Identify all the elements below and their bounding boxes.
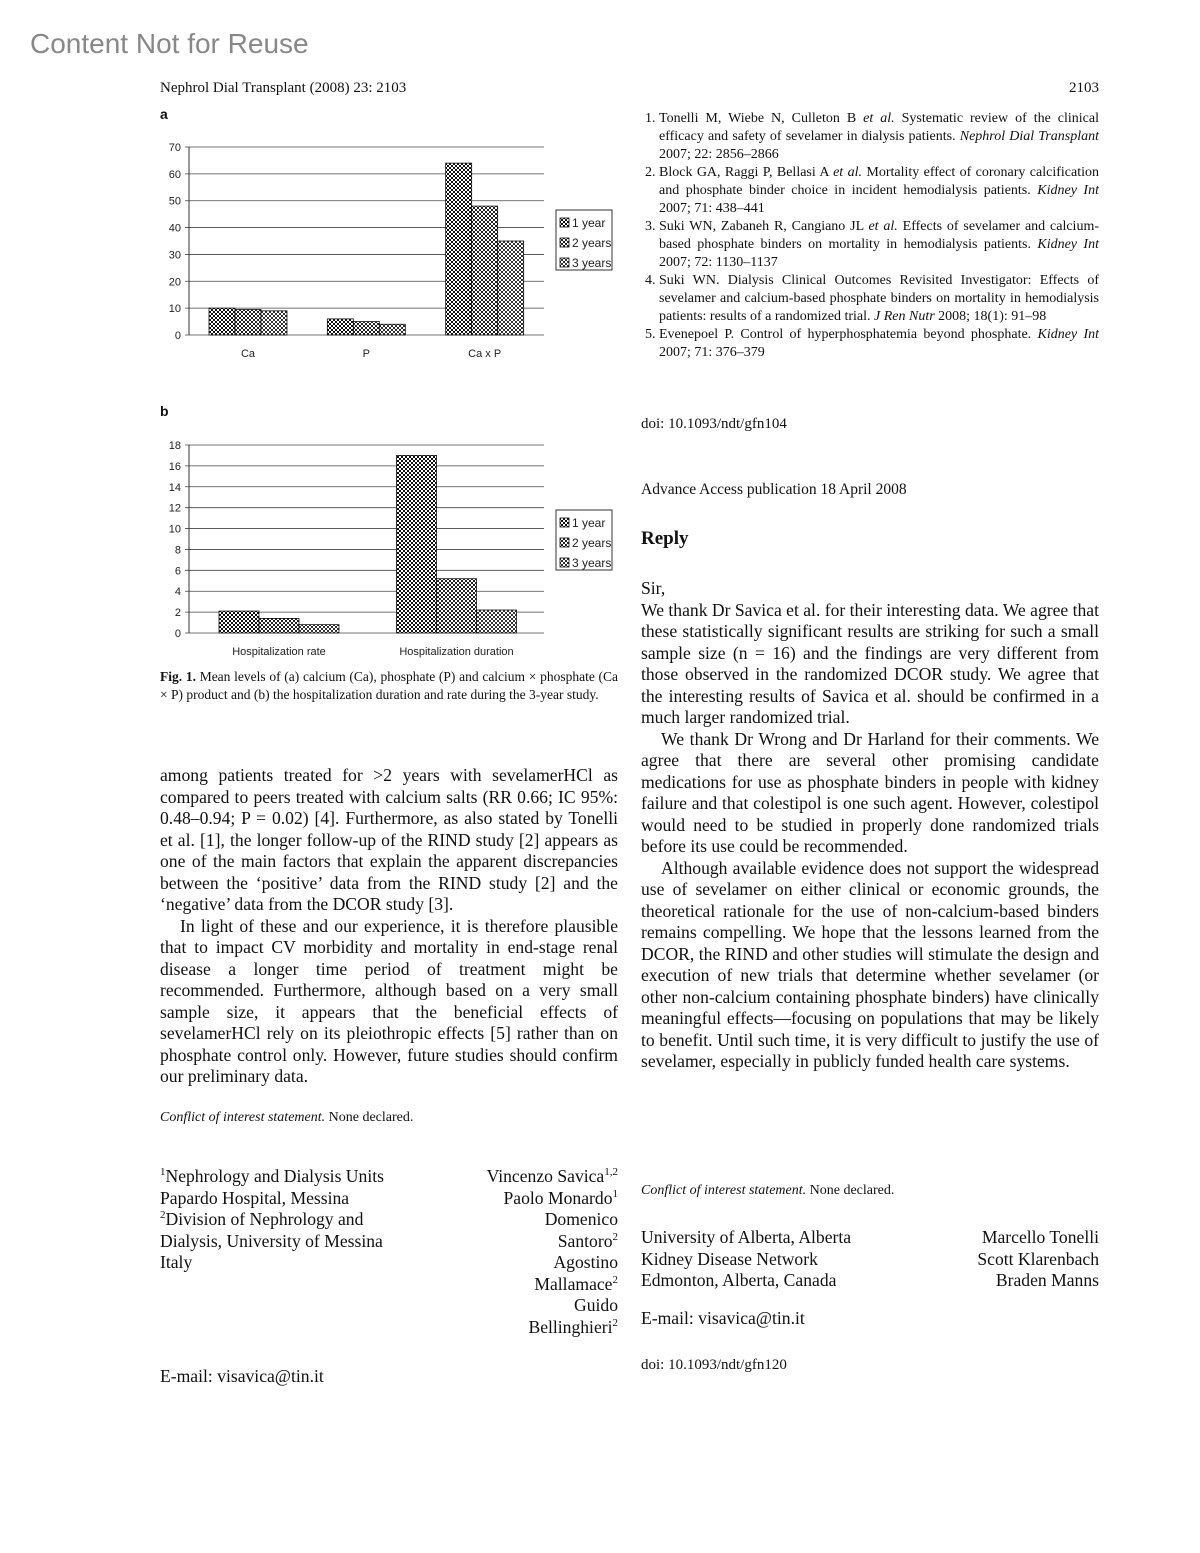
aff-line-4: Dialysis, University of Messina [160,1230,383,1251]
bar-3-years-1 [379,324,405,335]
reply-paragraph-3: Although available evidence does not support the widespread use of sevelamer on either clinical or economic grounds, the theoretical rationale for the use of non-calcium-based binders remains compelling. We hope that the lessons learned from the DCOR, the RIND and other studies will stimulate the design and execution of new trials that determine whether sevelamer (or other non-calcium containing phosphate binders) have clinically meaningful effects—focusing on populations that may be likely to benefit. Until such time, it is very difficult to justify the use of sevelamer, especially in publicly funded health care systems. [641,857,1099,1071]
y-tick-label: 16 [168,460,181,473]
bar-1-year-0 [219,611,259,633]
legend-label: 2 years [572,236,612,250]
left-affiliation-address [160,1166,384,1338]
category-label: Ca x P [468,348,502,360]
legend-swatch [560,538,569,547]
caption-label: Fig. 1. [160,669,196,684]
aff-sup-1: 1 [160,1166,166,1179]
right-aff-line-2: Kidney Disease Network [641,1248,818,1269]
page-number: 2103 [1069,80,1099,96]
y-tick-label: 10 [168,303,181,316]
bar-2-years-1 [437,579,477,633]
panel-label-a: a [160,106,168,122]
y-tick-label: 0 [174,628,181,640]
left-author-5: Agostino [553,1252,618,1272]
references [641,110,1099,362]
right-conflict [641,1183,1099,1199]
chart-b [155,430,625,660]
bar-3-years-0 [299,625,339,633]
left-conflict-text: None declared. [328,1110,414,1125]
y-tick-label: 2 [174,607,181,620]
left-conflict-label: Conflict of interest statement. [160,1110,326,1125]
left-conflict [160,1110,618,1126]
right-affiliation-address [641,1227,851,1292]
y-tick-label: 4 [174,586,181,599]
left-email: E-mail: visavica@tin.it [160,1366,324,1386]
bar-1-year-2 [446,163,472,335]
legend-swatch [560,558,569,567]
y-tick-label: 50 [168,195,181,208]
right-affiliation [641,1227,1099,1329]
right-author-2: Scott Klarenbach [977,1248,1099,1269]
legend-label: 1 year [572,216,606,230]
right-conflict-label: Conflict of interest statement. [641,1183,807,1198]
left-author-4: Santoro$^2$ [557,1230,618,1251]
y-tick-label: 30 [168,249,181,262]
legend-label: 3 years [572,256,612,270]
reply-paragraph-2: We thank Dr Wrong and Dr Harland for their comments. We agree that there are several other promising candidate medications for use as phosphate binders in people with kidney failure and that colestipol is one such agent. However, colestipol would need to be studied in properly done randomized trials before its use could be recommended. [641,728,1099,856]
bar-1-year-0 [209,308,235,335]
y-tick-label: 6 [174,565,181,578]
chart-a [155,125,625,385]
y-tick-label: 10 [168,523,181,536]
advance-access: Advance Access publication 18 April 2008 [641,481,907,498]
reference-item: 4. Suki WN. Dialysis Clinical Outcomes Revisited Investigator: Effects of sevelamer and calcium-based phosphate binders on mortality in hemodialysis patients: results of a randomized trial. J Ren Nutr 2008; 18(1): 91–98 [659,272,1099,326]
legend-label: 1 year [572,516,606,530]
right-email: E-mail: visavica@tin.it [641,1307,805,1328]
y-tick-label: 12 [168,502,181,515]
legend-swatch [560,258,569,267]
reference-item: 1. Tonelli M, Wiebe N, Culleton B et al. Systematic review of the clinical efficacy and safety of sevelamer in dialysis patients. Nephrol Dial Transplant 2007; 22: 2856–2866 [659,110,1099,164]
left-author-8: Bellinghieri$^2$ [528,1316,618,1337]
doi-2: doi: 10.1093/ndt/gfn120 [641,1357,787,1373]
left-body [160,765,618,1088]
figure-caption [160,668,618,704]
y-tick-label: 14 [168,481,181,494]
aff-sup-2: 2 [160,1209,166,1222]
legend-label: 2 years [572,536,612,550]
caption-text: Mean levels of (a) calcium (Ca), phosphate (P) and calcium × phosphate (Ca × P) product and (b) the hospitalization duration and rate during the 3-year study. [160,669,619,702]
panel-label-b: b [160,403,169,419]
aff-line-2: Papardo Hospital, Messina [160,1187,350,1208]
legend-swatch [560,518,569,527]
y-tick-label: 40 [168,222,181,235]
bar-1-year-1 [397,455,437,633]
left-paragraph-2: In light of these and our experience, it is therefore plausible that to impact CV morbidity and mortality in end-stage renal disease a longer time period of treatment might be recommended. Furthermore, although based on a very small sample size, it appears that the beneficial effects of sevelamerHCl rely on its pleiothropic effects [5] rather than on phosphate control only. However, future studies should confirm our preliminary data. [160,915,618,1086]
left-author-2: Paolo Monardo$^1$ [503,1187,618,1208]
right-conflict-text: None declared. [809,1183,895,1198]
left-affiliation [160,1166,618,1388]
aff-line-3: Division of Nephrology and [165,1209,364,1229]
reply-salutation: Sir, [641,578,666,598]
legend-swatch [560,238,569,247]
watermark: Content Not for Reuse [30,28,309,59]
reply-paragraph-1: We thank Dr Savica et al. for their interesting data. We agree that these statistically significant results are striking for such a small sample size (n = 16) and the findings are very different from those observed in the randomized DCOR study. We agree that the interesting results of Savica et al. should be confirmed in a much larger randomized trial. [641,599,1100,727]
reply-title: Reply [641,528,689,549]
right-aff-line-1: University of Alberta, Alberta [641,1227,852,1247]
left-author-6: Mallamace$^2$ [534,1273,618,1294]
reference-list [641,110,1099,362]
category-label: P [362,348,371,360]
left-authors [487,1166,618,1338]
running-head-left: Nephrol Dial Transplant (2008) 23: 2103 [160,80,407,96]
right-aff-line-3: Edmonton, Alberta, Canada [641,1270,837,1290]
reply-body [641,578,1099,1073]
bar-2-years-0 [259,618,299,633]
legend-swatch [560,218,569,227]
bar-1-year-1 [327,319,353,335]
left-author-1: Vincenzo Savica$^{1,2}$ [486,1166,618,1186]
aff-line-1: Nephrology and Dialysis Units [165,1166,384,1186]
category-label: Hospitalization rate [232,646,326,658]
bar-2-years-2 [472,206,498,335]
y-tick-label: 60 [168,168,181,181]
y-tick-label: 0 [174,330,181,342]
reference-item: 3. Suki WN, Zabaneh R, Cangiano JL et al. Effects of sevelamer and calcium-based phosphate binders on mortality in hemodialysis patients. Kidney Int 2007; 72: 1130–1137 [659,218,1099,272]
y-tick-label: 70 [168,142,181,154]
aff-line-5: Italy [160,1252,193,1272]
bar-3-years-0 [261,311,287,335]
right-authors [977,1227,1099,1292]
right-author-3: Braden Manns [995,1270,1099,1290]
bar-2-years-1 [353,322,379,335]
legend-label: 3 years [572,556,612,570]
left-paragraph-1: among patients treated for >2 years with sevelamerHCl as compared to peers treated with calcium salts (RR 0.66; IC 95%: 0.48–0.94; P = 0.02) [4]. Furthermore, as also stated by Tonelli et al. [1], the longer follow-up of the RIND study [2] appears as one of the main factors that explain the apparent discrepancies between the ‘positive’ data from the RIND study [2] and the ‘negative’ data from the DCOR study [3]. [160,765,618,914]
doi-1: doi: 10.1093/ndt/gfn104 [641,416,787,432]
category-label: Ca [240,348,256,360]
left-author-3: Domenico [544,1209,618,1229]
right-author-1: Marcello Tonelli [981,1227,1099,1247]
y-tick-label: 18 [168,440,181,452]
left-author-7: Guido [574,1295,618,1315]
reference-item: 2. Block GA, Raggi P, Bellasi A et al. Mortality effect of coronary calcification and phosphate binder choice in incident hemodialysis patients. Kidney Int 2007; 71: 438–441 [659,164,1099,218]
bar-2-years-0 [235,309,261,335]
y-tick-label: 20 [168,276,181,289]
category-label: Hospitalization duration [399,646,514,658]
y-tick-label: 8 [174,544,181,557]
bar-3-years-2 [498,241,524,335]
bar-3-years-1 [477,610,517,633]
reference-item: 5. Evenepoel P. Control of hyperphosphatemia beyond phosphate. Kidney Int 2007; 71: 376–379 [659,326,1099,362]
